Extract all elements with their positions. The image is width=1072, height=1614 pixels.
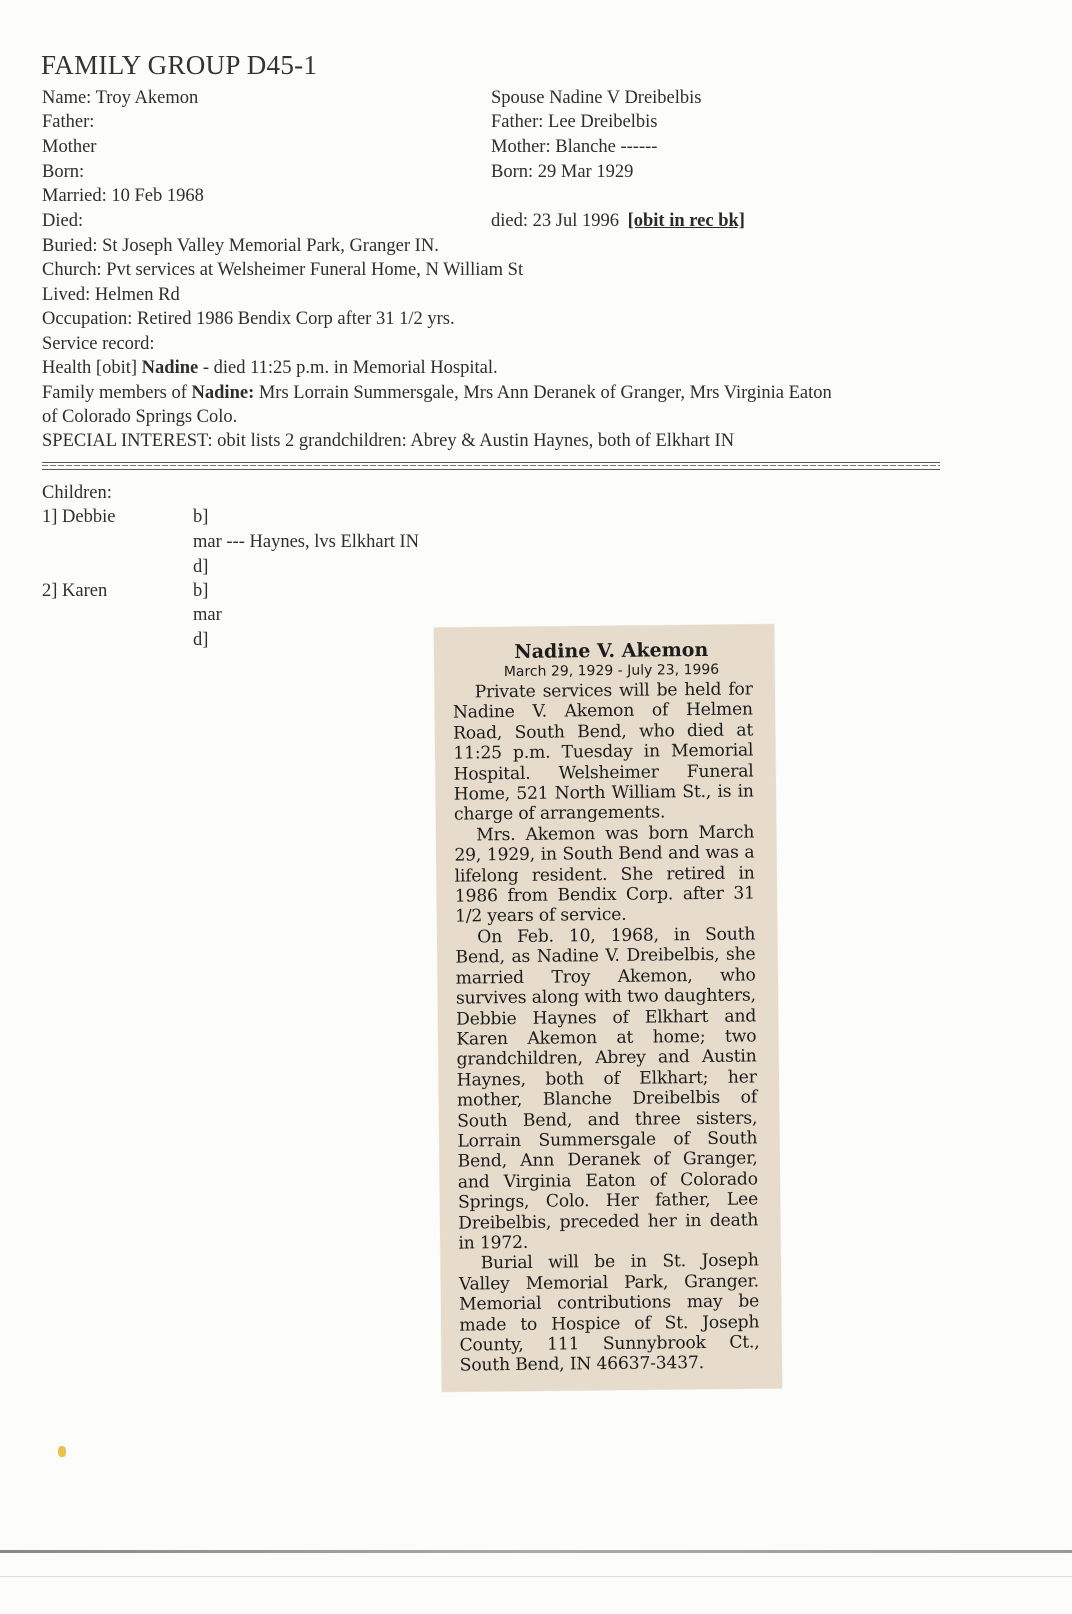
occupation-field: Occupation: Retired 1986 Bendix Corp after 31 1/2 yrs. (42, 309, 455, 329)
obituary-paragraph-4: Burial will be in St. Joseph Valley Memorial Park, Granger. Memorial contributions may be made to Hospice of St. Joseph County, 111 Sunnybrook Ct., South Bend, IN 46637-3437. (458, 1250, 760, 1376)
born-field: Born: (42, 162, 85, 182)
child-2-married: mar (193, 605, 222, 625)
spouse-father-field: Father: Lee Dreibelbis (491, 112, 658, 132)
obituary-paragraph-3: On Feb. 10, 1968, in South Bend, as Nadine V. Dreibelbis, she married Troy Akemon, who survives along with two daughters, Debbie Haynes of Elkhart and Karen Akemon at home; two grandchildren, Abrey and Austin Haynes, both of Elkhart; her mother, Blanche Dreibelbis of South Bend, and three sisters, Lorrain Summersgale of South Bend, Ann Deranek of Granger, and Virginia Eaton of Colorado Springs, Colo. Her father, Lee Dreibelbis, preceded her in death in 1972. (455, 924, 759, 1254)
health-name: Nadine (141, 358, 199, 378)
scan-edge-line (0, 1550, 1072, 1553)
child-2-died: d] (193, 630, 209, 650)
spouse-died-text: died: 23 Jul 1996 (491, 211, 619, 231)
child-2-born: b] (193, 581, 209, 601)
lived-field: Lived: Helmen Rd (42, 285, 180, 305)
family-members-field (42, 381, 832, 405)
spouse-born-field: Born: 29 Mar 1929 (491, 162, 634, 182)
spouse-died-field (491, 209, 745, 233)
service-record-field: Service record: (42, 334, 155, 354)
family-prefix: Family members of (42, 383, 187, 403)
page-title: FAMILY GROUP D45-1 (41, 50, 318, 80)
health-rest: - died 11:25 p.m. in Memorial Hospital. (198, 358, 498, 378)
separator-line (42, 462, 940, 470)
obituary-dates: March 29, 1929 - July 23, 1996 (503, 661, 720, 681)
child-1-born: b] (193, 507, 209, 527)
married-field: Married: 10 Feb 1968 (42, 186, 204, 206)
yellow-smudge (58, 1446, 66, 1457)
obituary-paragraph-1: Private services will be held for Nadine V. Akemon of Helmen Road, South Bend, who died at 11:25 p.m. Tuesday in Memorial Hospital. Welsheimer Funeral Home, 521 North William St., is in charge of arrangements. (452, 679, 754, 826)
special-interest-field: SPECIAL INTEREST: obit lists 2 grandchildren: Abrey & Austin Haynes, both of Elkhart IN (42, 431, 735, 451)
child-1-married: mar --- Haynes, lvs Elkhart IN (193, 532, 420, 552)
children-heading: Children: (42, 483, 112, 503)
child-2-name: 2] Karen (42, 581, 108, 601)
church-field: Church: Pvt services at Welsheimer Funeral Home, N William St (42, 260, 524, 280)
obituary-name: Nadine V. Akemon (514, 638, 709, 663)
child-1-died: d] (193, 557, 209, 577)
name-field: Name: Troy Akemon (42, 88, 199, 108)
health-prefix: Health [obit] (42, 358, 138, 378)
obituary-body (435, 677, 782, 1376)
obit-reference: [obit in rec bk] (627, 211, 745, 231)
mother-field: Mother (42, 137, 97, 157)
family-rest: Mrs Lorrain Summersgale, Mrs Ann Deranek of Granger, Mrs Virginia Eaton (254, 383, 832, 403)
family-name: Nadine: (191, 383, 255, 403)
obituary-paragraph-2: Mrs. Akemon was born March 29, 1929, in South Bend and was a lifelong resident. She retired in 1986 from Bendix Corp. after 31 1/2 years of service. (454, 822, 755, 928)
spouse-field: Spouse Nadine V Dreibelbis (491, 88, 702, 108)
died-field: Died: (42, 211, 84, 231)
buried-field: Buried: St Joseph Valley Memorial Park, Granger IN. (42, 236, 439, 256)
scan-edge-faint-line (0, 1576, 1072, 1577)
family-members-cont: of Colorado Springs Colo. (42, 407, 238, 427)
health-field (42, 356, 498, 380)
spouse-mother-field: Mother: Blanche ------ (491, 137, 658, 157)
obituary-clipping (434, 624, 782, 1392)
child-1-name: 1] Debbie (42, 507, 116, 527)
father-field: Father: (42, 112, 95, 132)
